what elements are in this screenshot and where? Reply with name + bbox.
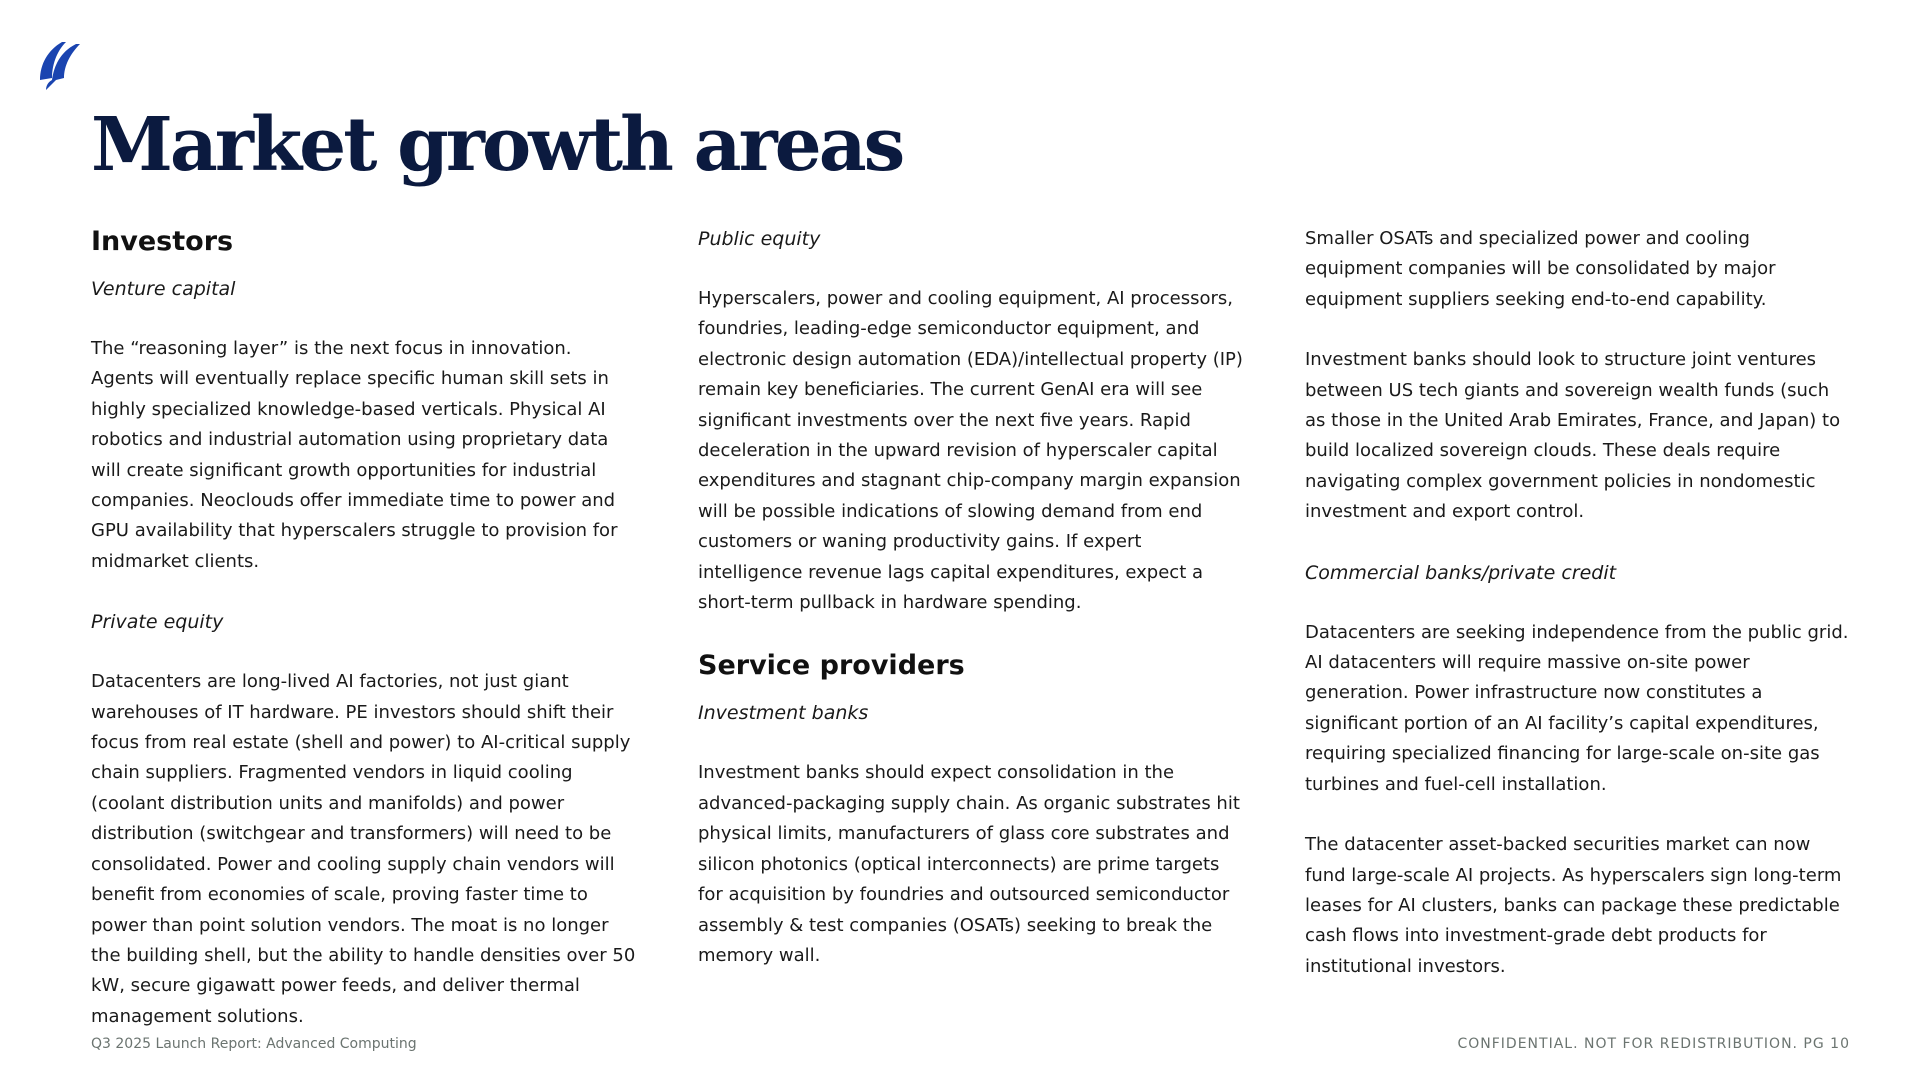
body-paragraph: Hyperscalers, power and cooling equipment, AI processors, foundries, leading-edge semiconductor equipment, and electronic design automation (EDA)/intellectual property (IP) remain key beneficiaries. The current GenAI era will see significant investments over the next five years. Rapid deceleration in the upward revision of hyperscaler capital expenditures and stagnant chip-company margin expansion will be possible indications of slowing demand from end customers or waning productivity gains. If expert intelligence revenue lags capital expenditures, expect a short-term pullback in hardware spending. bbox=[698, 288, 1243, 614]
body-paragraph: Investment banks should expect consolidation in the advanced-packaging supply chain. As organic substrates hit physical limits, manufacturers of glass core substrates and silicon photonics (optical interconnects) are prime targets for acquisition by foundries and outsourced semiconductor assembly & test companies (OSATs) seeking to break the memory wall. bbox=[698, 762, 1240, 966]
body-paragraph: Datacenters are long-lived AI factories, not just giant warehouses of IT hardware. PE investors should shift their focus from real estate (shell and power) to AI-critical supply chain suppliers. Fragmented vendors in liquid cooling (coolant distribution units and manifolds) and power distribution (switchgear and transformers) will need to be consolidated. Power and cooling supply chain vendors will benefit from economies of scale, proving faster time to power than point solution vendors. The moat is no longer the building shell, but the ability to handle densities over 50 kW, secure gigawatt power feeds, and deliver thermal management solutions. bbox=[91, 671, 636, 1027]
subsection-heading: Venture capital bbox=[91, 278, 236, 300]
body-paragraph: Datacenters are seeking independence from the public grid. AI datacenters will require massive on-site power generation. Power infrastructure now constitutes a significant portion of an AI facility’s capital expenditures, requiring specialized financing for large-scale on-site gas turbines and fuel-cell installation. bbox=[1305, 621, 1849, 795]
section-heading: Investors bbox=[91, 226, 234, 257]
body-paragraph: The “reasoning layer” is the next focus in innovation. Agents will eventually replace specific human skill sets in highly specialized knowledge-based verticals. Physical AI robotics and industrial automation using proprietary data will create significant growth opportunities for industrial companies. Neoclouds offer immediate time to power and GPU availability that hyperscalers struggle to provision for midmarket clients. bbox=[91, 338, 618, 572]
column-banks bbox=[1305, 224, 1853, 1012]
page-title: Market growth areas bbox=[91, 102, 903, 188]
column-public-equity-services bbox=[698, 224, 1246, 1001]
subsection-heading: Private equity bbox=[91, 611, 224, 634]
body-paragraph: The datacenter asset-backed securities market can now fund large-scale AI projects. As hyperscalers sign long-term leases for AI clusters, banks can package these predictable cash flows into investment-grade debt products for institutional investors. bbox=[1305, 834, 1842, 977]
body-paragraph: Smaller OSATs and specialized power and cooling equipment companies will be consolidated by major equipment suppliers seeking end-to-end capability. bbox=[1305, 228, 1776, 310]
subsection-heading: Investment banks bbox=[698, 702, 869, 725]
logo-icon bbox=[36, 40, 86, 90]
body-paragraph: Investment banks should look to structure joint ventures between US tech giants and sovereign wealth funds (such as those in the United Arab Emirates, France, and Japan) to build localized sovereign clouds. These deals require navigating complex government policies in nondomestic investment and export control. bbox=[1305, 349, 1841, 523]
subsection-heading: Commercial banks/private credit bbox=[1305, 561, 1617, 584]
column-investors bbox=[91, 224, 639, 1062]
footer-confidential-page: CONFIDENTIAL. NOT FOR REDISTRIBUTION. PG 10 bbox=[1457, 1036, 1850, 1052]
section-heading: Service providers bbox=[698, 650, 965, 682]
subsection-heading: Public equity bbox=[698, 228, 821, 250]
footer-report-title: Q3 2025 Launch Report: Advanced Computing bbox=[91, 1036, 417, 1052]
